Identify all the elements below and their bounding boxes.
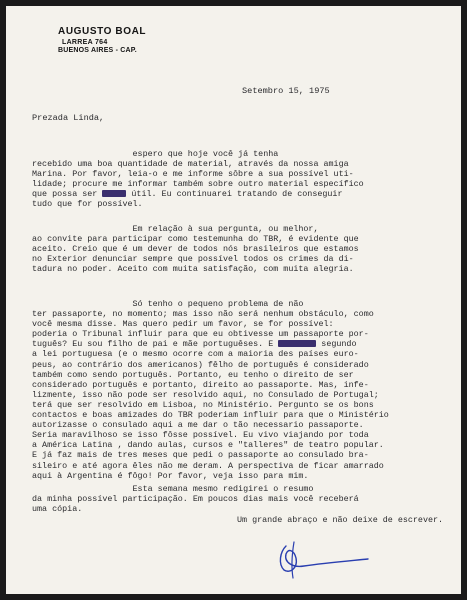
text-line: ter passaporte, no momento; mas isso não será nenhum obstáculo, como	[32, 309, 374, 320]
text-line: tudo que for possível.	[32, 199, 143, 210]
text-line: útil. Eu continuarei tratando de conseguir	[126, 189, 343, 200]
text-line: no Exterior denunciar sempre que possível todos os crimes da di-	[32, 254, 354, 265]
redaction-mark	[278, 340, 316, 347]
text-line: Seria maravilhoso se isso fôsse possível. Eu vivo viajando por toda	[32, 430, 369, 441]
text-line: lizmente, isso não pode ser resolvido aqui, no Consulado de Portugal;	[32, 389, 379, 400]
text-line: tadura no poder. Aceito com muita satisfação, com muita alegria.	[32, 264, 354, 275]
letterhead-city: BUENOS AIRES - CAP.	[58, 47, 137, 55]
text-line: uma cópia.	[32, 504, 83, 515]
text-line: poderia o Tribunal influir para que eu obtivesse um passaporte por-	[32, 329, 369, 340]
letterhead-name: AUGUSTO BOAL	[58, 26, 147, 37]
text-line: Esta semana mesmo redigirei o resumo	[32, 484, 314, 494]
letter-greeting: Prezada Linda,	[32, 113, 105, 123]
text-line: ao convite para participar como testemunha do TBR, é evidente que	[32, 234, 359, 245]
text-line: Em relação à sua pergunta, ou melhor,	[32, 224, 319, 234]
text-line: a lei portuguesa (e o mesmo ocorre com a maioria des países euro-	[32, 349, 359, 360]
text-line: autorizasse o consulado aqui a me dar o tão necessario passaporte.	[32, 420, 364, 431]
text-line: aceito. Creio que é um dever de todos nós brasileiros que estamos	[32, 244, 359, 255]
text-line: que possa ser	[32, 189, 103, 200]
text-line: recebido uma boa quantidade de material, através da nossa amiga	[32, 159, 349, 170]
text-line: a América Latina , dando aulas, cursos e "talleres" de teatro popular.	[32, 440, 384, 451]
text-line: segundo	[316, 339, 357, 350]
text-line: espero que hoje você já tenha	[32, 149, 279, 159]
paragraph-2	[32, 224, 359, 274]
text-line: sileiro e até agora êles não me deram. A perspectiva de ficar amarrado	[32, 460, 384, 471]
text-line: tuguês? Eu sou filho de pai e mãe portuguêses. E	[32, 339, 279, 350]
text-line: terá que ser resolvido em Lisboa, no Ministério. Pergunto se os bons	[32, 399, 374, 410]
text-line: aqui à Argentina é fôgo! Por favor, veja isso para mim.	[32, 470, 309, 481]
redaction-mark	[102, 190, 126, 197]
text-line: considerado português e portanto, direito ao passaporte. Mas, infe-	[32, 379, 369, 390]
paragraph-3	[32, 299, 389, 481]
text-line: peus, ao contrário dos americanos) fêlho de português é considerado	[32, 359, 369, 370]
letterhead-street: LARREA 764	[62, 38, 108, 46]
text-line: também como sendo português. Portanto, eu tenho o direito de ser	[32, 369, 354, 380]
text-line: Marina. Por favor, leia-o e me informe sôbre a sua possível uti-	[32, 169, 354, 180]
letterhead	[58, 26, 146, 56]
paragraph-1	[32, 149, 364, 210]
text-line: E já faz mais de tres meses que pedi o passaporte ao consulado bra-	[32, 450, 369, 461]
text-line: contactos e boas amizades do TBR poderiam influir para que o Ministério	[32, 410, 389, 421]
paragraph-4	[32, 484, 359, 514]
letter-date: Setembro 15, 1975	[242, 86, 330, 96]
text-line: da minha possível participação. Em poucos dias mais você receberá	[32, 494, 359, 505]
letter-page	[6, 6, 461, 594]
handwritten-signature	[264, 534, 384, 584]
letter-closing: Um grande abraço e não deixe de escrever.	[237, 515, 444, 525]
text-line: Só tenho o pequeno problema de não	[32, 299, 304, 309]
text-line: você mesma disse. Mas quero pedir um favor, se for possível:	[32, 319, 334, 330]
text-line: lidade; procure me informar também sobre outro material específico	[32, 179, 364, 190]
